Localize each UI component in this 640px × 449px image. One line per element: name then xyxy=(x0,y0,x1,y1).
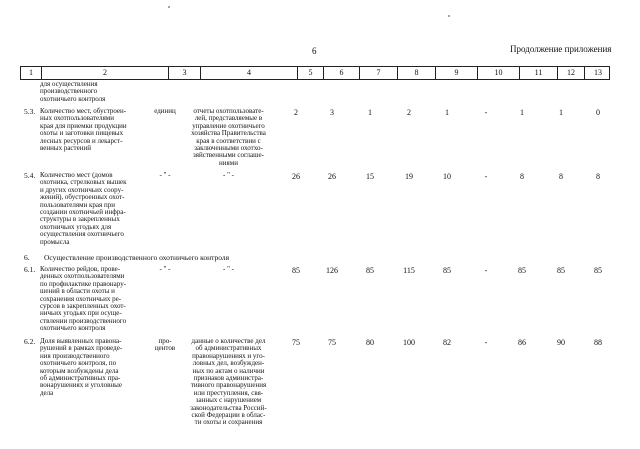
row-source-line: ской Федерации в облас- xyxy=(191,411,266,419)
row-value: 86 xyxy=(518,338,526,347)
row-value: 26 xyxy=(292,172,300,181)
row-number: 6.2. xyxy=(24,337,36,346)
row-name-line: края для приемки продукции xyxy=(40,121,127,130)
row-source-line: лей, представляемые в xyxy=(194,114,263,123)
row-source-line: зяйственными соглаше- xyxy=(193,151,264,160)
row-name-line: рушений в рамках проведе- xyxy=(40,344,123,353)
row-unit-line: - " - xyxy=(159,171,171,179)
row-name-line: которым возбуждены дела xyxy=(40,366,119,375)
row-name-line: ных охотпользователями xyxy=(40,114,114,123)
row-source-line: ловных дел, возбужден- xyxy=(192,359,265,368)
row-value: 85 xyxy=(366,266,374,275)
header-col-8: 8 xyxy=(398,67,436,79)
row-name-line: охотничьего контроля, по xyxy=(40,359,117,368)
row-value: - xyxy=(484,108,488,117)
row-value: 85 xyxy=(292,266,300,275)
header-col-3: 3 xyxy=(169,67,201,79)
row-source-line: ниями xyxy=(219,158,238,167)
row-value: 1 xyxy=(520,108,524,117)
row-value: 85 xyxy=(594,266,602,275)
row-value: 26 xyxy=(328,172,336,181)
row-name-line: венных растений xyxy=(40,144,91,152)
row-source-line: или преступления, свя- xyxy=(193,388,264,397)
row-source-line: правонарушениях и уго- xyxy=(192,351,265,360)
row-name-line: охотничьего контроля xyxy=(40,324,106,333)
row-name-line: лесных ресурсов и лекарст- xyxy=(40,136,123,145)
row-source-line: заключенными охотхо- xyxy=(194,144,263,152)
row-name-line: сохранения охотничьих ре- xyxy=(40,294,122,303)
row-name-line: ствлении производственного xyxy=(40,316,127,325)
row-value: 8 xyxy=(520,172,524,181)
row-value: 115 xyxy=(403,266,415,275)
header-col-13: 13 xyxy=(594,68,602,77)
row-name-line: структуры в закрепленных xyxy=(40,215,120,224)
row-name-line: денных охотпользователями xyxy=(40,272,125,281)
carryover-text: для осуществления производственного охотничьего контроля xyxy=(40,80,106,103)
row-number: 5.4. xyxy=(24,171,36,180)
row-name-line: вонарушениях и уголовные xyxy=(40,381,122,390)
row-unit-line: центов xyxy=(154,344,176,353)
row-value: 15 xyxy=(366,172,374,181)
row-value: 0 xyxy=(596,108,600,117)
row-value: - xyxy=(484,266,488,275)
header-col-9: 9 xyxy=(436,67,478,79)
row-value: 1 xyxy=(368,108,372,117)
row-name-line: сурсов в закрепленных охот- xyxy=(40,302,126,310)
row-name-line: создании охотничьей инфра- xyxy=(40,208,126,216)
row-name-line: промысла xyxy=(40,237,70,246)
row-value: 8 xyxy=(596,172,600,181)
row-value: 1 xyxy=(445,108,449,117)
row-value: 19 xyxy=(405,172,413,181)
row-name-line: Количество рейдов, прове- xyxy=(40,265,121,273)
row-value: 88 xyxy=(594,338,602,347)
row-name-line: ния производственного xyxy=(40,351,110,360)
row-name-line: пользователями края при xyxy=(40,200,115,209)
row-name-line: осуществления охотничьего xyxy=(40,230,124,239)
header-col-10: 10 xyxy=(478,67,520,79)
table-header-row xyxy=(20,66,610,80)
row-value: 85 xyxy=(557,266,565,275)
row-name-line: Доля выявленных правона- xyxy=(40,337,122,345)
row-value: 3 xyxy=(330,108,334,117)
header-col-6: 6 xyxy=(324,67,360,79)
row-source-line: хозяйства Правительства xyxy=(191,129,266,138)
row-value: 1 xyxy=(559,108,563,117)
row-name-line: охотничьих угодьях для xyxy=(40,222,112,231)
row-value: 75 xyxy=(292,338,300,347)
row-number: 6.1. xyxy=(24,265,36,274)
row-name-line: ничьих угодьях при осуще- xyxy=(40,309,122,318)
row-value: 100 xyxy=(403,338,415,347)
row-value: 75 xyxy=(328,338,336,347)
page-number: 6 xyxy=(312,46,317,56)
continuation-label: Продолжение приложения xyxy=(510,44,612,54)
row-value: 90 xyxy=(557,338,565,347)
row-number: 5.3. xyxy=(24,107,36,116)
row-source-line: ных по актам о наличии xyxy=(192,366,265,375)
row-name-line: Количество мест (домов xyxy=(40,171,113,179)
row-source-line: края в соответствии с xyxy=(196,136,261,145)
row-source-line: ти охоты и сохранения xyxy=(194,418,263,427)
row-source-line: данные о количестве дел xyxy=(191,337,266,345)
row-name-line: по профилактике правонару- xyxy=(40,279,127,288)
row-name-line: Осуществление производственного охотничьего контроля xyxy=(44,253,230,262)
row-source-line: - " - xyxy=(222,265,235,273)
row-name-line: дела xyxy=(40,388,54,397)
row-value: 82 xyxy=(443,338,451,347)
row-name-line: и других охотничьих соору- xyxy=(40,185,124,194)
row-source-line: управление охотничьего xyxy=(192,121,265,130)
row-value: 8 xyxy=(559,172,563,181)
row-value: 2 xyxy=(294,108,298,117)
row-unit-line: про- xyxy=(158,337,172,345)
row-value: 2 xyxy=(407,108,411,117)
header-col-12: 12 xyxy=(558,67,585,79)
row-value: 85 xyxy=(443,266,451,275)
row-name-line: охоты и заготовки пищевых xyxy=(40,129,124,138)
header-col-7: 7 xyxy=(360,67,398,79)
scan-speck xyxy=(448,15,450,17)
row-name-line: охотника, стрелковых вышек xyxy=(40,178,127,187)
row-source-line: - " - xyxy=(222,171,235,179)
row-value: 85 xyxy=(518,266,526,275)
row-unit-line: единиц xyxy=(154,107,176,115)
row-value: 10 xyxy=(443,172,451,181)
header-col-11: 11 xyxy=(520,67,558,79)
row-source-line: отчеты охотпользовате- xyxy=(193,107,264,115)
row-value: 80 xyxy=(366,338,374,347)
header-col-2: 2 xyxy=(42,67,169,79)
header-col-5: 5 xyxy=(298,67,324,79)
row-value: - xyxy=(484,338,488,347)
header-col-1: 1 xyxy=(21,67,42,79)
row-source-line: тивного правонарушения xyxy=(190,381,267,390)
row-name-line: об административных пра- xyxy=(40,374,121,382)
row-number: 6. xyxy=(24,253,30,262)
row-value: 126 xyxy=(326,266,338,275)
row-unit-line: - " - xyxy=(159,265,171,273)
row-name-line: шений в области охоты и xyxy=(40,287,115,296)
row-source-line: занных с нарушением xyxy=(195,396,262,405)
row-name-line: жений), обустроенных охот- xyxy=(40,193,125,202)
header-col-4: 4 xyxy=(201,67,298,79)
row-value: - xyxy=(484,172,488,181)
row-source-line: законодательства Россий- xyxy=(190,403,267,412)
row-name-line: Количество мест, обустроен- xyxy=(40,107,127,115)
row-source-line: признаков администра- xyxy=(193,374,264,382)
row-source-line: об административных xyxy=(195,344,262,353)
scan-speck xyxy=(168,6,170,8)
